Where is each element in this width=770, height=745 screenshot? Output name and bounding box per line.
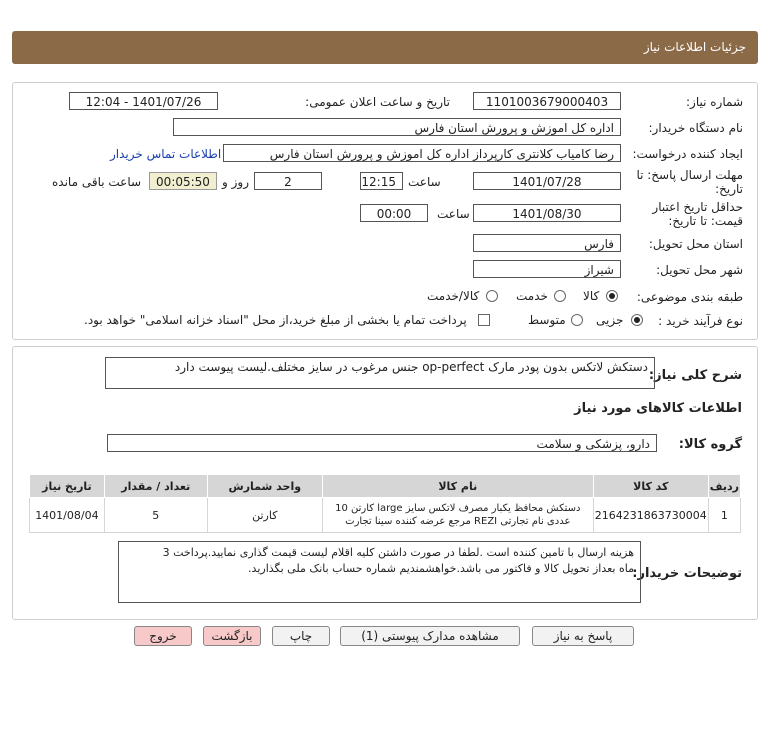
print-button[interactable]: چاپ [272,626,330,646]
reply-button[interactable]: پاسخ به نیاز [532,626,634,646]
need-number-label: شماره نیاز: [686,95,743,109]
cell-code: 2164231863730004 [593,498,708,533]
creator-label: ایجاد کننده درخواست: [632,147,743,161]
need-number-field: 1101003679000403 [473,92,621,110]
province-field: فارس [473,234,621,252]
days-field: 2 [254,172,322,190]
category-radio-service[interactable] [554,290,566,302]
attachments-button[interactable]: مشاهده مدارک پیوستی (1) [340,626,520,646]
validity-label-2: قیمت: تا تاریخ: [668,214,743,228]
contact-buyer-link[interactable]: اطلاعات تماس خریدار [110,147,222,161]
cell-name [322,498,593,533]
cell-qty: 5 [104,498,207,533]
goods-group-field: دارو، پزشکی و سلامت [107,434,657,452]
goods-table [29,474,741,533]
buyer-notes-label: توضیحات خریدار: [632,566,742,581]
city-field: شیراز [473,260,621,278]
process-option-minor: جزیی [596,313,624,327]
col-qty-header: تعداد / مقدار [104,475,207,498]
table-header-row [30,475,741,498]
buyer-label: نام دستگاه خریدار: [648,121,743,135]
deadline-time-label: ساعت [408,175,441,189]
category-radio-both[interactable] [486,290,498,302]
announce-label: تاریخ و ساعت اعلان عمومی: [305,95,450,109]
treasury-checkbox[interactable] [478,314,490,326]
general-desc-field: دستکش لاتکس بدون پودر مارک op-perfect جنس مرغوب در سایز مختلف.لیست پیوست دارد [105,357,655,389]
cell-unit: کارتن [207,498,322,533]
cell-name-line-1: دستکش محافظ یکبار مصرف لاتکس سایز large کارتن 10 [335,503,581,514]
category-option-goods: کالا [583,289,600,303]
category-option-both: کالا/خدمت [427,289,480,303]
validity-label-1: حداقل تاریخ اعتبار [652,200,743,214]
remaining-label: ساعت باقی مانده [52,175,142,189]
cell-date: 1401/08/04 [30,498,105,533]
process-radio-medium[interactable] [571,314,583,326]
deadline-label-1: مهلت ارسال پاسخ: تا [636,168,743,182]
general-desc-label: شرح کلی نیاز: [648,368,742,383]
process-option-medium: متوسط [528,313,566,327]
category-radio-goods[interactable] [606,290,618,302]
col-code-header: کد کالا [593,475,708,498]
creator-field: رضا کامیاب کلانتری کارپرداز اداره کل اموزش و پرورش استان فارس [223,144,621,162]
validity-time-label: ساعت [437,207,470,221]
buyer-notes-field [118,541,641,603]
province-label: استان محل تحویل: [648,237,743,251]
goods-info-title: اطلاعات کالاهای مورد نیاز [574,401,742,416]
days-label: روز و [222,175,249,189]
city-label: شهر محل تحویل: [656,263,743,277]
deadline-date-field: 1401/07/28 [473,172,621,190]
buyer-field: اداره کل اموزش و پرورش استان فارس [173,118,621,136]
remaining-time-field: 00:05:50 [149,172,217,190]
treasury-note: پرداخت تمام یا بخشی از مبلغ خرید،از محل "اسناد خزانه اسلامی" خواهد بود. [84,313,467,327]
cell-row: 1 [708,498,740,533]
col-unit-header: واحد شمارش [207,475,322,498]
page-title: جزئیات اطلاعات نیاز [643,40,746,54]
cell-name-line-2: عددی نام تجارتی REZI مرجع عرضه کننده سینا تجارت [345,516,571,527]
col-row-header: ردیف [708,475,740,498]
exit-button[interactable]: خروج [134,626,192,646]
col-date-header: تاریخ نیاز [30,475,105,498]
category-label: طبقه بندی موضوعی: [636,290,743,304]
validity-time-field: 00:00 [360,204,428,222]
buyer-notes-line-2: ماه بعداز تحویل کالا و فاکتور می باشد.خواهشمندیم شماره حساب بانک ملی بگذارید. [248,562,634,575]
buyer-notes-line-1: هزینه ارسال با تامین کننده است .لطفا در صورت داشتن کلیه اقلام لیست قیمت گذاری نمایید.پرداخت 3 [162,546,634,559]
process-radio-minor[interactable] [631,314,643,326]
back-button[interactable]: بازگشت [203,626,261,646]
goods-group-label: گروه کالا: [678,437,742,452]
page-header [12,31,758,64]
validity-date-field: 1401/08/30 [473,204,621,222]
deadline-time-field: 12:15 [360,172,403,190]
process-label: نوع فرآیند خرید : [658,314,743,328]
deadline-label-2: تاریخ: [715,182,743,196]
category-option-service: خدمت [516,289,548,303]
table-row [30,498,741,533]
announce-field: 1401/07/26 - 12:04 [69,92,218,110]
col-name-header: نام کالا [322,475,593,498]
